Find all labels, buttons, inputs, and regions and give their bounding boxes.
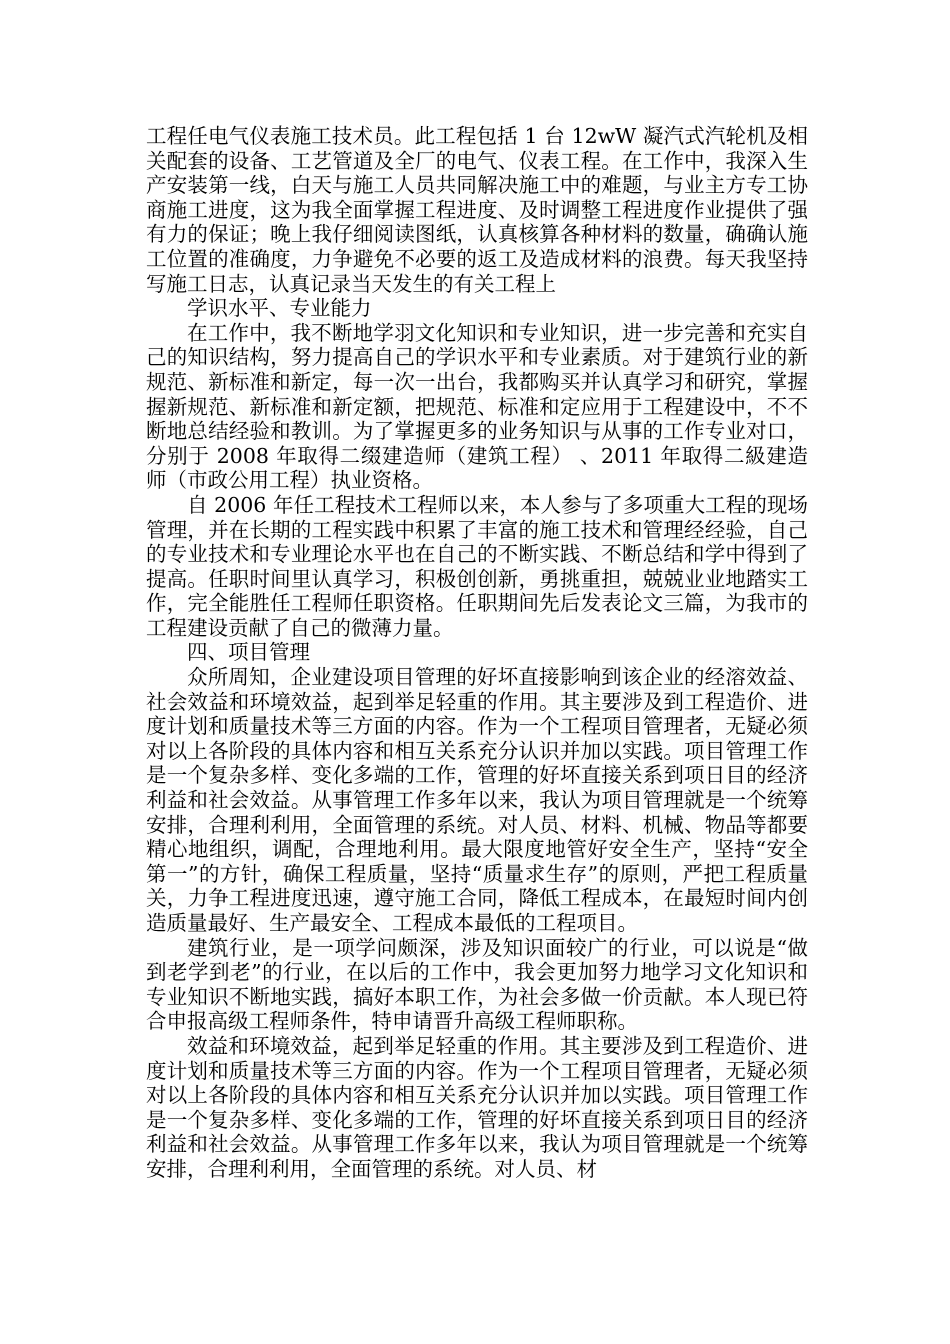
paragraph-experience: 自 2006 年任工程技术工程师以来，本人参与了多项重大工程的现场管理，并在长期的工程实践中积累了丰富的施工技术和管理经经验，自己的专业技术和专业理论水平也在自己的不断实践、不断总结和学中得到了提高。任职时间里认真学习，积极创创新，勇挑重担，兢兢业业地踏实工作，完全能胜任工程师任职资格。任职期间先后发表论文三篇，为我市的工程建设贡献了自己的微薄力量。 [146, 492, 808, 640]
paragraph-project-management: 众所周知，企业建设项目管理的好坏直接影响到该企业的经溶效益、社会效益和环境效益，起到举足轻重的作用。其主要涉及到工程造价、进度计划和质量技术等三方面的内容。作为一个工程项目管理者，无疑必须对以上各阶段的具体内容和相互关系充分认识并加以实践。项目管理工作是一个复杂多样、变化多端的工作，管理的好坏直接关系到项日目的经济利益和社会效益。从事管理工作多年以来，我认为项目管理就是一个统筹安排，合理利利用，全面管理的系统。对人员、材料、机械、物品等都要精心地组织，调配，合理地利用。最大限度地管好安全生产，坚持“安全第一”的方针，确保工程质量，坚持“质量求生存”的原则，严把工程质量关，力争工程进度迅速，遵守施工合同，降低工程成本，在最短时间内创造质量最好、生产最安全、工程成本最低的工程项目。 [146, 665, 808, 935]
section-heading-knowledge: 学识水平、专业能力 [187, 296, 372, 321]
paragraph-repeated-excerpt: 效益和环境效益，起到举足轻重的作用。其主要涉及到工程造价、进度计划和质量技术等三方面的内容。作为一个工程项目管理者，无疑必须对以上各阶段的具体内容和相互关系充分认识并加以实践。项目管理工作是一个复杂多样、变化多端的工作，管理的好坏直接关系到项日目的经济利益和社会效益。从事管理工作多年以来，我认为项目管理就是一个统筹安排，合理利利用，全面管理的系统。对人员、材 [146, 1033, 808, 1181]
document-page [146, 124, 808, 1182]
paragraph-project-work: 工程任电气仪表施工技术员。此工程包括 1 台 12wW 凝汽式汽轮机及相关配套的设备、工艺管道及全厂的电气、仪表工程。在工作中，我深入生产安装第一线，白天与施工人员共同解决施工中的难题，与业主方专工协商施工进度，这为我全面掌握工程进度、及时调整工程进度作业提供了强有力的保证；晚上我仔细阅读图纸，认真核算各种材料的数量，确确认施工位置的准确度，力争避免不必要的返工及造成材料的浪费。每天我坚持写施工日志，认真记录当天发生的有关工程上 [146, 124, 808, 296]
paragraph-study: 在工作中，我不断地学羽文化知识和专业知识，进一步完善和充实自己的知识结构，努力提高自己的学识水平和专业素质。对于建筑行业的新规范、新标准和新定，每一次一出台，我都购买并认真学习和研究，掌握握新规范、新标准和新定额，把规范、标准和定应用于工程建设中，不不断地总结经验和教训。为了掌握更多的业务知识与从事的工作专业对口，分别于 2008 年取得二缀建造师（建筑工程） 、2011 年取得二級建造师（市政公用工程）执业资格。 [146, 320, 808, 493]
section-heading-project-management: 四、项目管理 [187, 640, 310, 665]
paragraph-conclusion: 建筑行业，是一项学问颇深，涉及知识面较广的行业，可以说是“做到老学到老”的行业，在以后的工作中，我会更加努力地学习文化知识和专业知识不断地实践，搞好本职工作，为社会多做一价贡献。本人现已符合申报高级工程师条件，特申请晋升高级工程师职称。 [146, 935, 808, 1034]
